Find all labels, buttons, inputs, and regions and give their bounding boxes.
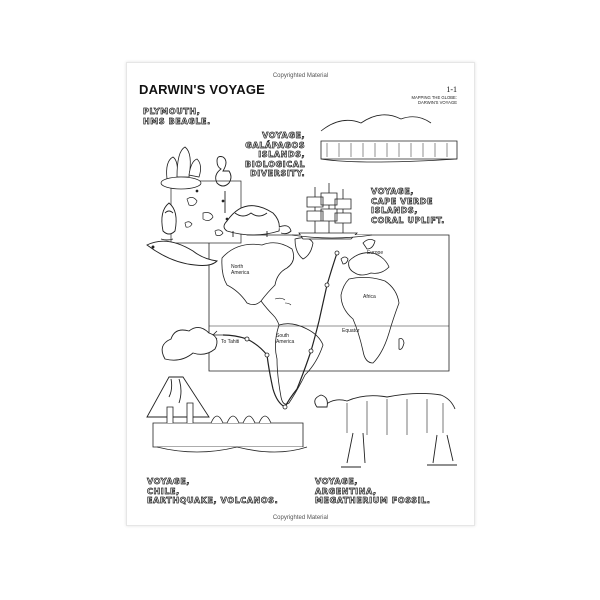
- caribbean-islands: [275, 298, 291, 305]
- label-line: VOYAGE,: [371, 187, 415, 196]
- unit-number: 1-1: [446, 85, 457, 94]
- copyright-notice-top: Copyrighted Material: [272, 73, 329, 79]
- label-plymouth: [143, 107, 211, 126]
- central-america-shape: [261, 301, 279, 325]
- subtitle-line: MAPPING THE GLOBE:: [411, 95, 457, 100]
- british-isles-shape: [341, 257, 348, 264]
- label-galapagos: [245, 131, 305, 179]
- label-line: HMS BEAGLE.: [143, 116, 211, 126]
- map-label-line: America: [231, 270, 250, 276]
- label-line: VOYAGE,: [147, 477, 191, 486]
- europe-shape: [349, 253, 389, 275]
- label-argentina: [315, 477, 431, 506]
- label-line: PLYMOUTH,: [143, 107, 201, 116]
- label-line: GALÁPAGOS: [245, 140, 306, 150]
- route-stop-galapagos: [245, 337, 249, 341]
- map-label-line: South: [276, 333, 290, 339]
- page-title: DARWIN'S VOYAGE: [139, 82, 266, 97]
- route-stop-cape-verde: [325, 283, 329, 287]
- label-line: CAPE VERDE: [371, 196, 434, 206]
- megatherium-skeleton-drawing: [315, 393, 457, 467]
- label-line: ISLANDS,: [371, 206, 418, 215]
- map-label-north-america: [231, 264, 249, 276]
- volcano-drawing: [147, 327, 217, 417]
- beagle-ship-drawing: [292, 183, 372, 239]
- copyright-notice-bottom: Copyrighted Material: [272, 515, 329, 521]
- label-line: CHILE,: [147, 486, 180, 496]
- map-label-europe: Europe: [367, 250, 384, 256]
- madagascar-shape: [399, 339, 404, 350]
- route-stop-brazil: [309, 349, 313, 353]
- label-chile: [147, 477, 278, 506]
- world-map: [209, 223, 449, 409]
- label-line: VOYAGE,: [262, 131, 306, 140]
- map-label-to-tahiti: To Tahiti: [221, 339, 240, 345]
- label-line: MEGATHERIUM FOSSIL.: [315, 496, 431, 505]
- route-stop-chile: [265, 353, 269, 357]
- voyage-route: [223, 253, 337, 407]
- coral-cliff-drawing: [321, 115, 457, 162]
- map-label-africa: Africa: [363, 294, 376, 300]
- cactus-drawing: [161, 147, 201, 189]
- label-line: VOYAGE,: [315, 477, 359, 486]
- map-label-line: North: [231, 264, 244, 270]
- galapagos-inset: [171, 181, 241, 243]
- label-line: ISLANDS,: [258, 150, 306, 159]
- map-label-equator: Equator: [342, 328, 360, 334]
- subtitle-line: DARWIN'S VOYAGE: [417, 100, 457, 105]
- label-cape-verde: [371, 187, 445, 225]
- label-line: EARTHQUAKE, VOLCANOS.: [147, 496, 279, 505]
- map-label-south-america: [276, 333, 294, 345]
- seal-drawing: [147, 241, 217, 265]
- scandinavia-shape: [363, 239, 375, 249]
- label-line: ARGENTINA,: [315, 486, 377, 496]
- route-stop-cape-horn: [283, 405, 287, 409]
- africa-shape: [341, 277, 399, 363]
- label-line: BIOLOGICAL: [245, 159, 306, 169]
- route-stop-plymouth: [335, 251, 339, 255]
- label-line: DIVERSITY.: [250, 169, 306, 178]
- map-label-line: America: [276, 339, 295, 345]
- label-line: CORAL UPLIFT.: [371, 215, 445, 225]
- coloring-page: [126, 62, 475, 526]
- greenland-shape: [295, 238, 313, 259]
